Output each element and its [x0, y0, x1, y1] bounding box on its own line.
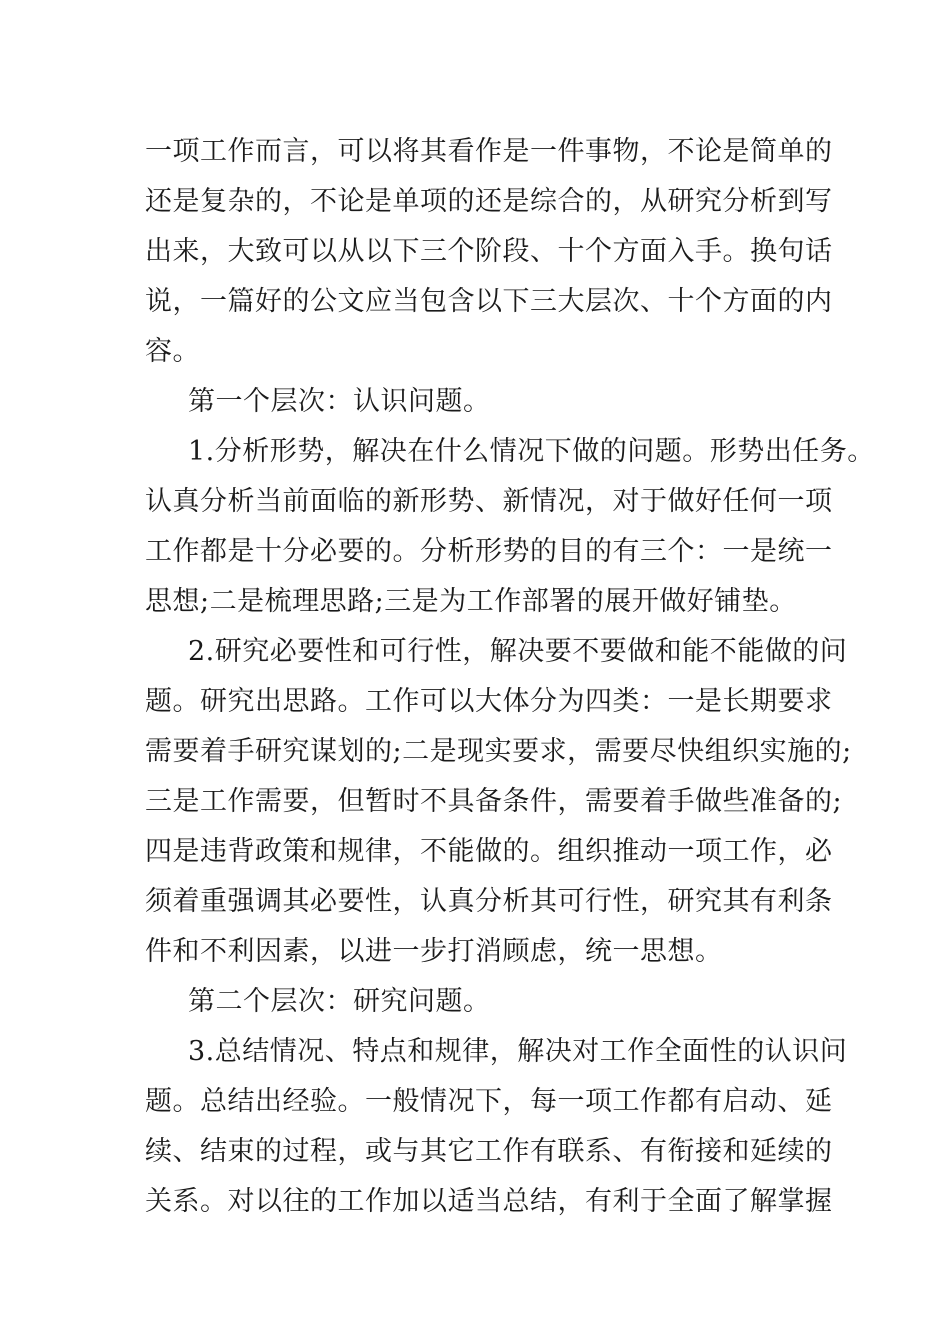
- body-text-line: 出来，大致可以从以下三个阶段、十个方面入手。换句话: [145, 236, 833, 267]
- paragraph-1-start: 1.分析形势，解决在什么情况下做的问题。形势出任务。: [188, 436, 875, 467]
- body-text-line: 三是工作需要，但暂时不具备条件，需要着手做些准备的;: [145, 786, 843, 817]
- paragraph-3-start: 3.总结情况、特点和规律，解决对工作全面性的认识问: [188, 1036, 848, 1067]
- body-text-line: 思想;二是梳理思路;三是为工作部署的展开做好铺垫。: [145, 586, 797, 617]
- body-text-line: 容。: [145, 336, 200, 367]
- body-text-line: 须着重强调其必要性，认真分析其可行性，研究其有利条: [145, 886, 833, 917]
- body-text-line: 工作都是十分必要的。分析形势的目的有三个：一是统一: [145, 536, 833, 567]
- body-text-line: 件和不利因素，以进一步打消顾虑，统一思想。: [145, 936, 723, 967]
- section-heading-2: 第二个层次：研究问题。: [188, 986, 491, 1017]
- paragraph-2-start: 2.研究必要性和可行性，解决要不要做和能不能做的问: [188, 636, 848, 667]
- body-text-line: 四是违背政策和规律，不能做的。组织推动一项工作，必: [145, 836, 833, 867]
- body-text-line: 需要着手研究谋划的;二是现实要求，需要尽快组织实施的;: [145, 736, 852, 767]
- body-text-line: 题。总结出经验。一般情况下，每一项工作都有启动、延: [145, 1086, 833, 1117]
- body-text-line: 还是复杂的，不论是单项的还是综合的，从研究分析到写: [145, 186, 833, 217]
- body-text-line: 续、结束的过程，或与其它工作有联系、有衔接和延续的: [145, 1136, 833, 1167]
- body-text-line: 关系。对以往的工作加以适当总结，有利于全面了解掌握: [145, 1186, 833, 1217]
- section-heading-1: 第一个层次：认识问题。: [188, 386, 491, 417]
- body-text-line: 说，一篇好的公文应当包含以下三大层次、十个方面的内: [145, 286, 833, 317]
- body-text-line: 一项工作而言，可以将其看作是一件事物，不论是简单的: [145, 136, 833, 167]
- body-text-line: 认真分析当前面临的新形势、新情况，对于做好任何一项: [145, 486, 833, 517]
- body-text-line: 题。研究出思路。工作可以大体分为四类：一是长期要求: [145, 686, 833, 717]
